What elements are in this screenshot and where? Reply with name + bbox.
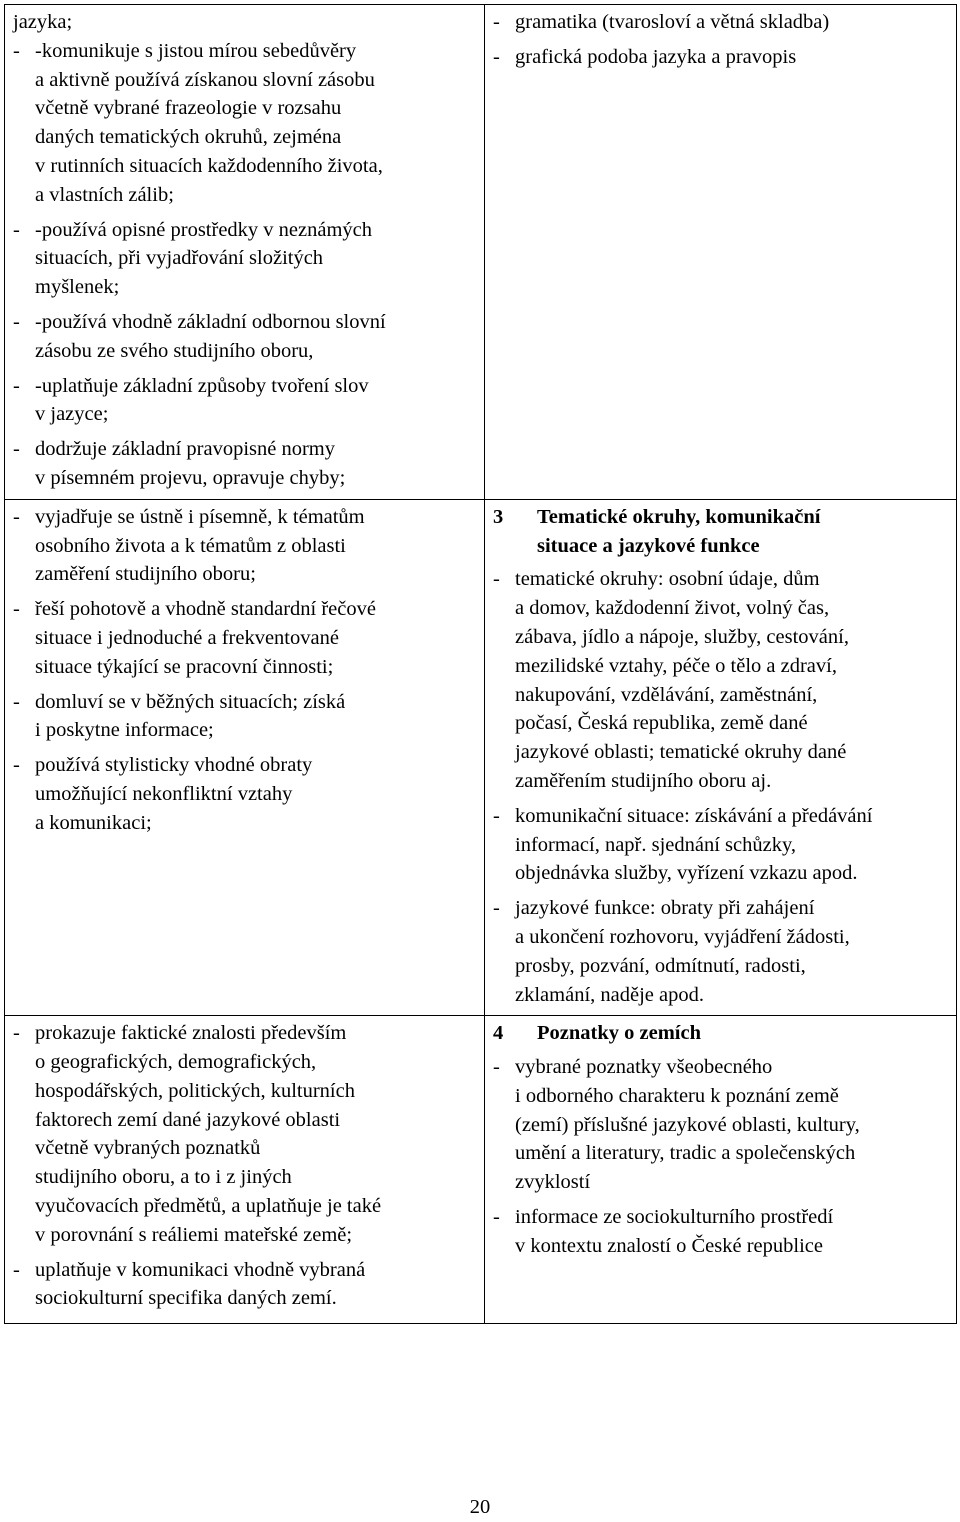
text-line: v jazyce; [35, 403, 109, 426]
section-heading [493, 1019, 952, 1048]
text-line: (zemí) příslušné jazykové oblasti, kultury, [515, 1113, 860, 1136]
list-item-text [35, 503, 478, 589]
text-line: i odborného charakteru k poznání země [515, 1084, 839, 1107]
list-item-text [515, 1053, 952, 1197]
text-line: jazykové funkce: obraty při zahájení [515, 897, 815, 920]
text-line: a vlastních zálib; [35, 183, 174, 206]
text-line: i poskytne informace; [35, 719, 214, 742]
section-number: 4 [493, 1022, 504, 1045]
text-line: objednávka služby, vyřízení vzkazu apod. [515, 862, 858, 885]
text-line: faktorech zemí dané jazykové oblasti [35, 1108, 341, 1131]
list-item-text [35, 435, 478, 493]
text-line: zvyklostí [515, 1171, 591, 1194]
text-line: daných tematických okruhů, zejména [35, 126, 342, 149]
section-heading [493, 503, 952, 561]
bullet-dash: - [493, 45, 500, 68]
text-line: zábava, jídlo a nápoje, služby, cestování, [515, 625, 849, 648]
expected-outcomes-cell [5, 1016, 485, 1324]
bullet-dash: - [493, 1206, 500, 1229]
text-line: studijního oboru, a to i z jiných [35, 1166, 292, 1189]
list-item [493, 1053, 952, 1197]
text-line: včetně vybraných poznatků [35, 1137, 261, 1160]
list-item-text [35, 1256, 478, 1314]
text-line: -komunikuje s jistou mírou sebedůvěry [35, 39, 357, 62]
bullet-dash: - [13, 374, 20, 397]
bullet-dash: - [13, 1022, 20, 1045]
curriculum-table [4, 4, 957, 1324]
bullet-dash: - [13, 438, 20, 461]
text-line: v rutinních situacích každodenního života, [35, 154, 383, 177]
expected-outcomes-cell [5, 5, 485, 500]
list-item-text [35, 1019, 478, 1249]
list-item-text [515, 565, 952, 795]
expected-outcomes-cell [5, 499, 485, 1016]
section-title [537, 503, 820, 561]
text-line: v písemném projevu, opravuje chyby; [35, 466, 346, 489]
curriculum-content-cell [485, 1016, 957, 1324]
bullet-dash: - [13, 690, 20, 713]
text-line: dodržuje základní pravopisné normy [35, 438, 336, 461]
text-line: zaměřením studijního oboru aj. [515, 769, 772, 792]
text-line: zaměření studijního oboru; [35, 563, 256, 586]
bullet-dash: - [493, 568, 500, 591]
bullet-dash: - [493, 897, 500, 920]
text-line: zásobu ze svého studijního oboru, [35, 339, 314, 362]
section-title-line: Tematické okruhy, komunikační [537, 505, 821, 528]
text-line: a komunikaci; [35, 811, 152, 834]
section-title-line: situace a jazykové funkce [537, 534, 760, 557]
list-item [493, 1203, 952, 1261]
text-line: domluví se v běžných situacích; získá [35, 690, 346, 713]
list-item [13, 372, 478, 430]
text-line: vybrané poznatky všeobecného [515, 1056, 773, 1079]
text-line: grafická podoba jazyka a pravopis [515, 45, 797, 68]
text-line: sociokulturní specifika daných zemí. [35, 1287, 337, 1310]
list-item-text [515, 43, 952, 72]
section-title-line: Poznatky o zemích [537, 1022, 701, 1045]
bullet-dash: - [13, 505, 20, 528]
list-item-text [35, 37, 478, 210]
text-line: včetně vybrané frazeologie v rozsahu [35, 97, 342, 120]
list-item-text [35, 308, 478, 366]
text-line: vyučovacích předmětů, a uplatňuje je také [35, 1195, 382, 1218]
list-item [13, 216, 478, 302]
text-line: v kontextu znalostí o České republice [515, 1234, 823, 1257]
text-line: -používá vhodně základní odbornou slovní [35, 310, 386, 333]
list-item-text [515, 894, 952, 1009]
text-line: a ukončení rozhovoru, vyjádření žádosti, [515, 925, 850, 948]
table-row [5, 5, 957, 500]
text-line: gramatika (tvarosloví a větná skladba) [515, 11, 830, 33]
list-item-text [35, 751, 478, 837]
text-line: jazykové oblasti; tematické okruhy dané [515, 741, 847, 764]
list-item-text [515, 802, 952, 888]
text-line: myšlenek; [35, 276, 120, 299]
text-line: situace týkající se pracovní činnosti; [35, 655, 334, 678]
bullet-dash: - [13, 754, 20, 777]
text-line: nakupování, vzdělávání, zaměstnání, [515, 683, 818, 706]
curriculum-content-cell [485, 5, 957, 500]
text-line: informací, např. sjednání schůzky, [515, 833, 797, 856]
table-row [5, 1016, 957, 1324]
text-line: tematické okruhy: osobní údaje, dům [515, 568, 820, 591]
bullet-dash: - [493, 804, 500, 827]
text-line: situacích, při vyjadřování složitých [35, 247, 324, 270]
list-item [493, 565, 952, 795]
list-item [13, 688, 478, 746]
list-item-text [35, 595, 478, 681]
list-item [13, 1256, 478, 1314]
bullet-dash: - [13, 310, 20, 333]
continued-text: jazyka; [13, 11, 73, 33]
text-line: vyjadřuje se ústně i písemně, k tématům [35, 505, 365, 528]
text-line: v porovnání s reáliemi mateřské země; [35, 1223, 353, 1246]
list-item-text [35, 216, 478, 302]
list-item [493, 802, 952, 888]
page-number: 20 [469, 1496, 491, 1518]
text-line: prokazuje faktické znalosti především [35, 1022, 347, 1045]
text-line: osobního života a k tématům z oblasti [35, 534, 346, 557]
table-row [5, 499, 957, 1016]
list-item [493, 894, 952, 1009]
text-line: umění a literatury, tradic a společenských [515, 1142, 856, 1165]
list-item [13, 37, 478, 210]
list-item [13, 308, 478, 366]
text-line: a aktivně používá získanou slovní zásobu [35, 68, 375, 91]
bullet-dash: - [13, 598, 20, 621]
text-line: prosby, pozvání, odmítnutí, radosti, [515, 954, 806, 977]
list-item [13, 751, 478, 837]
section-title [537, 1019, 701, 1048]
text-line: o geografických, demografických, [35, 1051, 317, 1074]
text-line: mezilidské vztahy, péče o tělo a zdraví, [515, 654, 837, 677]
list-item [493, 8, 952, 37]
text-line: uplatňuje v komunikaci vhodně vybraná [35, 1258, 366, 1281]
bullet-dash: - [493, 1056, 500, 1079]
list-item [13, 1019, 478, 1249]
text-line: informace ze sociokulturního prostředí [515, 1206, 834, 1229]
list-item [493, 43, 952, 72]
text-line: situace i jednoduché a frekventované [35, 626, 339, 649]
list-item [13, 435, 478, 493]
text-line: a domov, každodenní život, volný čas, [515, 597, 830, 620]
text-line: používá stylisticky vhodné obraty [35, 754, 313, 777]
text-line: počasí, Česká republika, země dané [515, 712, 808, 735]
text-line: komunikační situace: získávání a předávání [515, 804, 873, 827]
bullet-dash: - [493, 11, 500, 33]
bullet-dash: - [13, 1258, 20, 1281]
text-line: umožňující nekonfliktní vztahy [35, 782, 293, 805]
list-item-text [515, 8, 952, 37]
text-line: řeší pohotově a vhodně standardní řečové [35, 598, 376, 621]
curriculum-content-cell [485, 499, 957, 1016]
text-line: -uplatňuje základní způsoby tvoření slov [35, 374, 369, 397]
list-item-text [35, 372, 478, 430]
section-number: 3 [493, 505, 504, 528]
list-item [13, 595, 478, 681]
text-line: hospodářských, politických, kulturních [35, 1079, 355, 1102]
bullet-dash: - [13, 39, 20, 62]
list-item-text [515, 1203, 952, 1261]
list-item [13, 503, 478, 589]
list-item-text [35, 688, 478, 746]
bullet-dash: - [13, 218, 20, 241]
text-line: -používá opisné prostředky v neznámých [35, 218, 373, 241]
text-line: zklamání, naděje apod. [515, 983, 704, 1006]
